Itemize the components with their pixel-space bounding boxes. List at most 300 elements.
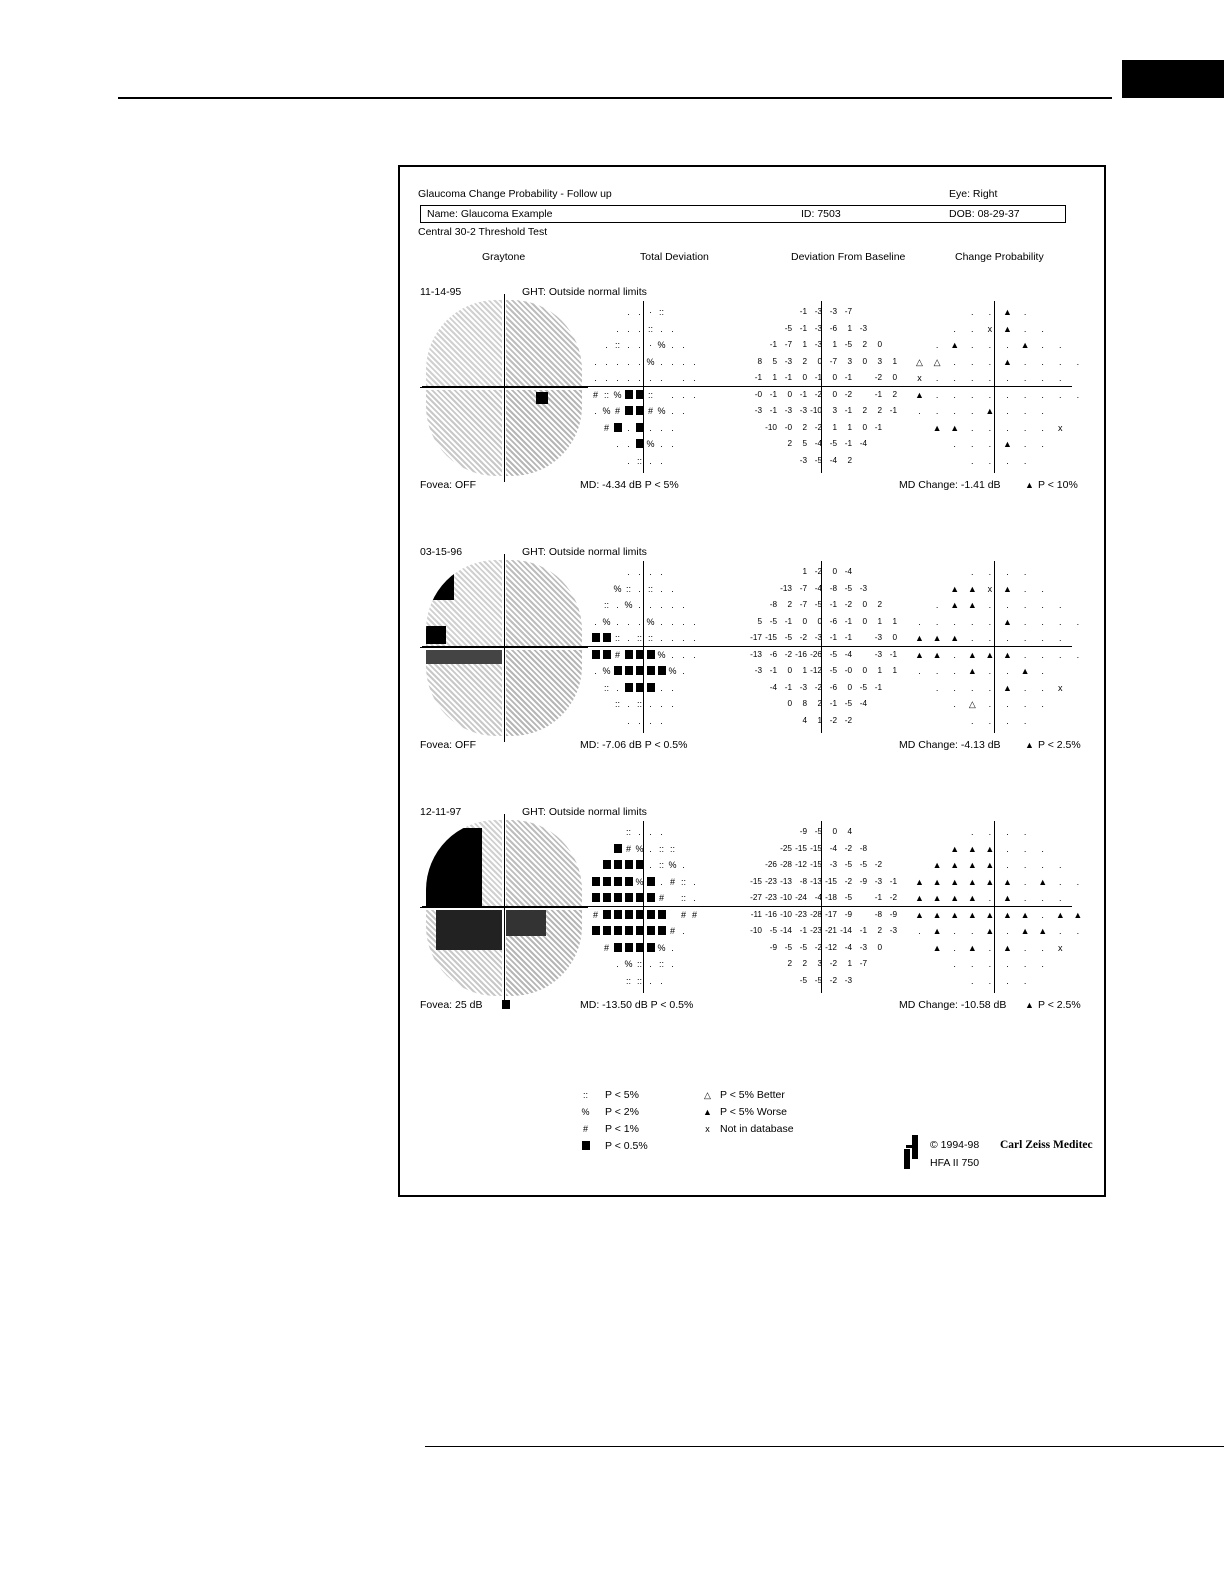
total-deviation-point: [623, 406, 634, 417]
change-probability-point: .: [1023, 439, 1027, 449]
baseline-value: 2: [817, 699, 822, 708]
change-probability-point: .: [1059, 356, 1062, 367]
total-deviation-point: .: [693, 893, 696, 903]
baseline-value: -4: [769, 682, 777, 692]
baseline-value: 0: [862, 600, 867, 609]
total-deviation-point: [634, 860, 645, 871]
change-probability-point: .: [988, 975, 992, 986]
total-deviation-point: %: [668, 860, 677, 870]
total-deviation-point: [634, 439, 645, 450]
change-probability-point: .: [935, 406, 939, 416]
baseline-value: -6: [829, 616, 837, 626]
baseline-value: 0: [847, 682, 852, 692]
total-deviation-point: [590, 650, 601, 661]
total-deviation-point: %: [602, 616, 611, 627]
total-deviation-point: [656, 910, 667, 921]
change-probability-point: ▲: [950, 860, 960, 870]
total-deviation-point: [612, 666, 623, 677]
fovea-value: Fovea: OFF: [420, 479, 477, 491]
baseline-value: -4: [814, 583, 822, 593]
total-deviation-point: .: [649, 373, 652, 383]
graytone-quadrant: [426, 300, 502, 386]
baseline-value: 2: [787, 600, 792, 609]
baseline-value: -10: [810, 406, 822, 415]
change-probability-point: ▲: [950, 583, 960, 594]
baseline-value: -3: [799, 682, 807, 692]
change-probability-point: ▲: [915, 389, 924, 400]
baseline-value: -6: [769, 649, 777, 659]
baseline-value: 4: [802, 715, 807, 725]
total-deviation-point: [634, 910, 645, 921]
change-probability-point: ▲: [950, 893, 960, 903]
total-deviation-point: .: [660, 455, 663, 466]
total-deviation-point: %: [613, 389, 622, 400]
baseline-value: 0: [832, 373, 837, 382]
total-deviation-point: .: [627, 340, 630, 350]
graytone-quadrant: [426, 390, 502, 476]
change-probability-point: .: [1059, 600, 1062, 610]
baseline-value: -1: [769, 406, 777, 415]
legend-p05-symbol: [580, 1141, 591, 1152]
baseline-value: 0: [787, 389, 792, 399]
change-probability-point: .: [1059, 616, 1062, 627]
baseline-value: -5: [844, 583, 852, 593]
change-probability-point: x: [1058, 422, 1063, 433]
change-probability-point: .: [1041, 616, 1044, 627]
change-probability-point: ▲: [1003, 649, 1012, 660]
change-probability-point: .: [988, 307, 992, 317]
baseline-value: -25: [780, 843, 792, 853]
baseline-value: -1: [829, 633, 837, 642]
change-probability-point: .: [971, 633, 974, 643]
total-deviation-point: ::: [658, 959, 664, 969]
graytone-quadrant: [426, 910, 502, 996]
total-deviation-point: .: [671, 600, 674, 610]
baseline-value: -9: [889, 909, 897, 919]
change-probability-point: x: [1058, 942, 1063, 953]
change-probability-point: .: [1023, 323, 1027, 334]
change-probability-point: x: [987, 583, 993, 594]
change-probability-point: .: [1023, 567, 1027, 577]
change-probability-point: .: [1041, 600, 1044, 610]
total-deviation-point: .: [660, 699, 663, 709]
total-deviation-point: .: [638, 356, 641, 367]
total-deviation-point: [623, 893, 634, 904]
baseline-value: -1: [814, 373, 822, 382]
md-change: MD Change: -1.41 dB: [899, 479, 1001, 491]
change-probability-point: .: [1041, 909, 1044, 920]
total-deviation-point: ::: [647, 323, 653, 334]
change-probability-point: .: [953, 959, 956, 969]
total-deviation-point: #: [603, 422, 609, 433]
baseline-value: -1: [859, 926, 867, 935]
graytone-quadrant: [506, 650, 582, 736]
total-deviation-point: .: [605, 356, 608, 367]
change-probability-point: ▲: [1003, 583, 1012, 594]
change-probability-point: .: [953, 356, 956, 367]
change-probability-point: .: [1006, 715, 1009, 726]
legend-notdb: Not in database: [720, 1123, 794, 1135]
total-deviation-point: .: [627, 699, 630, 709]
total-deviation-point: .: [627, 373, 630, 383]
baseline-value: 2: [877, 406, 882, 415]
total-deviation-point: .: [660, 422, 663, 433]
change-probability-point: .: [1023, 843, 1027, 854]
baseline-value: -3: [814, 340, 822, 349]
change-probability-point: .: [953, 439, 956, 449]
graytone-quadrant: [506, 560, 582, 646]
change-probability-point: .: [1023, 942, 1027, 953]
baseline-value: 2: [787, 959, 792, 968]
baseline-value: -23: [795, 909, 807, 919]
total-deviation-point: ::: [614, 699, 620, 709]
change-probability-point: .: [1006, 567, 1009, 577]
total-deviation-point: [634, 390, 645, 401]
baseline-value: -5: [814, 827, 822, 836]
baseline-value: -2: [829, 975, 837, 985]
change-probability-point: x: [917, 373, 922, 383]
total-deviation-point: [612, 910, 623, 921]
baseline-value: -1: [799, 926, 807, 935]
total-deviation-point: .: [616, 682, 619, 693]
total-deviation-point: [623, 877, 634, 888]
change-probability-point: ▲: [950, 633, 960, 643]
total-deviation-point: .: [660, 827, 663, 837]
total-deviation-point: .: [671, 699, 674, 709]
change-probability-point: .: [1023, 893, 1027, 903]
baseline-value: -5: [829, 666, 837, 675]
change-probability-point: ▲: [950, 340, 960, 350]
total-deviation-point: .: [682, 649, 685, 660]
col-deviation-baseline: Deviation From Baseline: [791, 251, 906, 263]
baseline-value: -9: [799, 827, 807, 836]
md-change-worse-icon: ▲: [1025, 740, 1034, 750]
change-probability-point: .: [971, 567, 974, 577]
total-deviation-point: [612, 844, 623, 855]
total-deviation-point: %: [657, 406, 666, 416]
change-probability-point: .: [1059, 649, 1062, 660]
change-probability-point: .: [1006, 455, 1009, 466]
total-deviation-point: [645, 926, 656, 937]
change-probability-point: ▲: [915, 876, 924, 887]
total-deviation-point: .: [616, 356, 619, 367]
baseline-value: -1: [799, 323, 807, 333]
total-deviation-point: [612, 423, 623, 434]
baseline-value: -5: [784, 323, 792, 333]
total-deviation-point: .: [660, 567, 663, 577]
change-probability-point: .: [953, 666, 956, 676]
baseline-value: 5: [757, 616, 762, 626]
baseline-value: 1: [892, 356, 897, 366]
total-deviation-point: ::: [658, 307, 664, 317]
test-date: 11-14-95: [420, 286, 462, 298]
change-probability-point: ▲: [932, 649, 942, 660]
total-deviation-point: .: [671, 422, 674, 433]
change-probability-point: .: [988, 600, 992, 610]
baseline-value: -3: [799, 455, 807, 465]
baseline-value: 2: [802, 356, 807, 366]
baseline-value: -23: [765, 876, 777, 886]
change-probability-point: .: [1023, 406, 1027, 416]
baseline-value: -28: [810, 909, 822, 919]
baseline-value: -14: [780, 926, 792, 935]
legend-notdb-icon: x: [705, 1124, 710, 1134]
baseline-value: 1: [772, 373, 777, 382]
test-name: Central 30-2 Threshold Test: [418, 226, 548, 238]
baseline-value: -2: [814, 422, 822, 432]
baseline-value: -18: [825, 893, 837, 902]
baseline-value: -5: [769, 926, 777, 935]
total-deviation-point: %: [646, 616, 655, 627]
total-deviation-point: %: [635, 843, 644, 854]
total-deviation-point: .: [649, 975, 652, 986]
change-probability-point: .: [1006, 340, 1009, 350]
total-deviation-point: .: [693, 389, 696, 400]
baseline-value: 0: [832, 389, 837, 399]
baseline-value: -8: [799, 876, 807, 886]
total-deviation-point: ::: [647, 583, 653, 594]
total-deviation-point: .: [594, 666, 597, 676]
baseline-value: 1: [832, 340, 837, 349]
baseline-value: -4: [829, 843, 837, 853]
total-deviation-point: ::: [680, 893, 686, 903]
change-probability-point: ▲: [967, 909, 977, 920]
baseline-value: -5: [829, 439, 837, 448]
zeiss-logo-icon: [904, 1135, 922, 1169]
baseline-value: -21: [825, 926, 837, 935]
change-probability-point: .: [1041, 649, 1044, 660]
total-deviation-point: [645, 893, 656, 904]
baseline-value: -6: [829, 323, 837, 333]
legend-p5: P < 5%: [605, 1089, 639, 1101]
change-probability-point: .: [1041, 699, 1044, 709]
total-deviation-point: #: [592, 389, 598, 400]
total-deviation-point: ·: [649, 340, 652, 350]
total-deviation-point: [634, 893, 645, 904]
horizontal-meridian: [422, 646, 1072, 647]
baseline-value: -1: [874, 422, 882, 432]
total-deviation-point: [634, 683, 645, 694]
change-probability-point: .: [953, 649, 956, 660]
change-probability-point: ▲: [1003, 682, 1012, 693]
baseline-value: -12: [810, 666, 822, 675]
baseline-value: 3: [877, 356, 882, 366]
change-probability-point: .: [971, 439, 974, 449]
baseline-value: -27: [750, 893, 762, 902]
total-deviation-point: #: [647, 406, 653, 416]
baseline-value: 0: [862, 356, 867, 366]
total-deviation-point: .: [649, 860, 652, 870]
baseline-value: -5: [784, 633, 792, 642]
fovea-value: Fovea: OFF: [420, 739, 477, 751]
change-probability-point: .: [971, 616, 974, 627]
baseline-value: -28: [780, 860, 792, 869]
change-probability-point: .: [1059, 633, 1062, 643]
baseline-value: -2: [814, 567, 822, 576]
baseline-value: -4: [859, 439, 867, 448]
change-probability-point: ▲: [1003, 909, 1012, 920]
change-probability-point: ▲: [1073, 909, 1083, 920]
graytone-quadrant: [506, 820, 582, 906]
total-deviation-point: %: [657, 649, 666, 660]
total-deviation-point: ::: [680, 876, 686, 887]
change-probability-point: .: [988, 959, 992, 969]
change-probability-point: .: [1041, 893, 1044, 903]
baseline-value: -4: [829, 455, 837, 465]
change-probability-point: .: [988, 373, 992, 383]
baseline-value: 0: [787, 699, 792, 708]
baseline-value: -4: [844, 942, 852, 952]
total-deviation-point: [612, 926, 623, 937]
change-probability-point: .: [1023, 307, 1027, 317]
change-probability-point: .: [1006, 699, 1009, 709]
change-probability-point: ▲: [985, 649, 995, 660]
total-deviation-point: .: [671, 616, 674, 627]
change-probability-point: ▲: [932, 422, 942, 433]
change-probability-point: ▲: [1003, 323, 1012, 334]
baseline-value: 1: [847, 959, 852, 968]
change-probability-point: .: [935, 373, 939, 383]
total-deviation-point: .: [660, 975, 663, 986]
baseline-value: 0: [802, 616, 807, 626]
total-deviation-point: [590, 893, 601, 904]
total-deviation-point: .: [682, 356, 685, 367]
total-deviation-point: [623, 650, 634, 661]
change-probability-point: .: [971, 406, 974, 416]
eye-label: Eye: Right: [949, 188, 998, 200]
change-probability-point: ▲: [915, 909, 924, 920]
baseline-value: 1: [817, 715, 822, 725]
change-probability-point: .: [1023, 422, 1027, 433]
change-probability-point: ▲: [967, 583, 977, 594]
change-probability-point: .: [988, 616, 992, 627]
device-model: HFA II 750: [930, 1157, 980, 1169]
total-deviation-point: ::: [636, 959, 642, 969]
baseline-value: -13: [750, 649, 762, 659]
baseline-value: -1: [874, 893, 882, 902]
baseline-value: -7: [799, 600, 807, 609]
total-deviation-point: ::: [603, 600, 609, 610]
total-deviation-point: .: [638, 715, 641, 726]
change-probability-point: .: [1041, 422, 1044, 433]
baseline-value: -8: [874, 909, 882, 919]
total-deviation-point: [590, 877, 601, 888]
graytone-quadrant: [426, 650, 502, 736]
md-value: MD: -4.34 dB P < 5%: [580, 479, 679, 491]
baseline-value: 5: [802, 439, 807, 448]
md-change-p: P < 10%: [1038, 479, 1078, 491]
baseline-value: 8: [802, 699, 807, 708]
total-deviation-point: #: [691, 909, 697, 920]
total-deviation-point: .: [616, 373, 619, 383]
report-title: Glaucoma Change Probability - Follow up: [418, 188, 612, 200]
total-deviation-point: %: [635, 876, 644, 887]
baseline-value: -3: [874, 876, 882, 886]
total-deviation-point: ::: [658, 860, 664, 870]
change-probability-point: .: [1006, 600, 1009, 610]
baseline-value: -6: [829, 682, 837, 692]
total-deviation-point: [656, 926, 667, 937]
baseline-value: 0: [832, 567, 837, 576]
change-probability-point: ▲: [1020, 926, 1030, 936]
baseline-value: 8: [757, 356, 762, 366]
change-probability-point: .: [988, 942, 992, 953]
total-deviation-point: .: [682, 666, 685, 676]
change-probability-point: .: [971, 926, 974, 936]
total-deviation-point: %: [602, 406, 611, 416]
total-deviation-point: #: [658, 893, 664, 903]
change-probability-point: .: [1041, 439, 1044, 449]
baseline-value: -2: [874, 373, 882, 382]
total-deviation-point: .: [682, 389, 685, 400]
change-probability-point: .: [988, 422, 992, 433]
baseline-value: -5: [769, 616, 777, 626]
ght-result: GHT: Outside normal limits: [522, 806, 647, 818]
total-deviation-point: .: [638, 323, 641, 334]
total-deviation-point: .: [649, 715, 652, 726]
change-probability-point: .: [935, 616, 939, 627]
total-deviation-point: %: [668, 666, 677, 676]
change-probability-point: .: [1059, 373, 1062, 383]
change-probability-point: .: [988, 633, 992, 643]
baseline-value: 2: [802, 959, 807, 968]
baseline-value: -1: [769, 340, 777, 349]
change-probability-point: .: [988, 666, 992, 676]
change-probability-point: ▲: [1003, 307, 1012, 317]
change-probability-point: △: [933, 356, 941, 367]
total-deviation-point: .: [682, 600, 685, 610]
total-deviation-point: .: [682, 616, 685, 627]
legend-p1-symbol: #: [582, 1124, 588, 1134]
change-probability-point: x: [987, 323, 993, 334]
change-probability-point: ▲: [950, 909, 960, 920]
baseline-value: -3: [814, 307, 822, 316]
change-probability-point: .: [971, 715, 974, 726]
total-deviation-point: ::: [625, 975, 631, 986]
baseline-value: -5: [859, 682, 867, 692]
change-probability-point: .: [918, 926, 921, 936]
change-probability-point: .: [953, 389, 956, 400]
total-deviation-point: [612, 943, 623, 954]
md-change-worse-icon: ▲: [1025, 1000, 1034, 1010]
total-deviation-point: .: [638, 600, 641, 610]
patient-name: Name: Glaucoma Example: [427, 208, 553, 220]
baseline-value: -9: [844, 909, 852, 919]
legend-worse-icon: ▲: [703, 1107, 712, 1117]
total-deviation-point: #: [680, 909, 686, 920]
change-probability-point: .: [1006, 975, 1009, 986]
baseline-value: 2: [892, 389, 897, 399]
baseline-value: -5: [784, 942, 792, 952]
baseline-value: 1: [877, 616, 882, 626]
patient-info-box: [420, 205, 1066, 223]
change-probability-point: .: [971, 682, 974, 693]
total-deviation-point: .: [671, 942, 674, 953]
total-deviation-point: #: [614, 406, 620, 416]
total-deviation-point: .: [682, 860, 685, 870]
md-change: MD Change: -4.13 dB: [899, 739, 1001, 751]
change-probability-point: .: [1076, 876, 1080, 887]
change-probability-point: ▲: [915, 649, 924, 660]
total-deviation-point: [623, 860, 634, 871]
baseline-value: -2: [814, 682, 822, 692]
total-deviation-point: .: [649, 959, 652, 969]
ght-result: GHT: Outside normal limits: [522, 286, 647, 298]
total-deviation-point: ·: [649, 307, 652, 317]
baseline-value: 1: [877, 666, 882, 675]
baseline-value: 0: [832, 827, 837, 836]
baseline-value: -8: [829, 583, 837, 593]
